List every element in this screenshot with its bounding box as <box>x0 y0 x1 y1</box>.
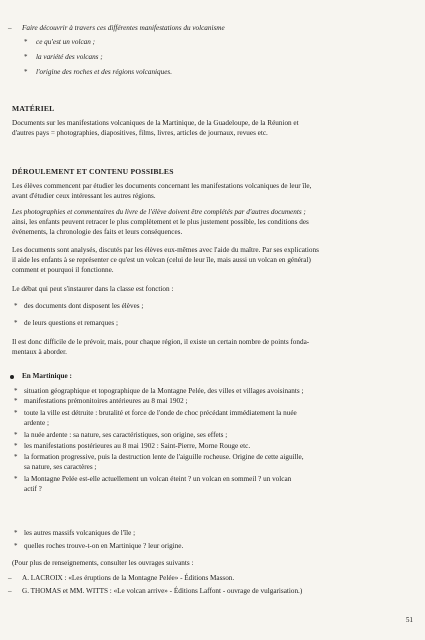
martinique-item: la formation progressive, puis la destruction lente de l'aiguille rocheuse. Origine de cette aiguille, <box>24 453 304 461</box>
martinique-item: la nuée ardente : sa nature, ses caractéristiques, son origine, ses effets ; <box>24 431 228 439</box>
bullet-star: * <box>14 319 18 327</box>
reference-line: G. THOMAS et MM. WITTS : «Le volcan arrive» - Éditions Laffont - ouvrage de vulgarisation.) <box>22 587 303 595</box>
martinique-item: les manifestations postérieures au 8 mai 1902 : Saint-Pierre, Morne Rouge etc. <box>24 442 251 450</box>
materiel-heading: MATÉRIEL <box>12 104 55 113</box>
dash-marker: – <box>8 24 12 32</box>
debate-item: de leurs questions et remarques ; <box>24 319 119 327</box>
bullet-star: * <box>24 68 28 76</box>
paragraph-line: Il est donc difficile de le prévoir, mais, pour chaque région, il existe un certain nombre de points fonda- <box>12 338 310 346</box>
bullet-star: * <box>14 397 18 405</box>
dash-marker: – <box>8 587 12 595</box>
martinique-heading: En Martinique : <box>22 372 72 380</box>
dash-marker: – <box>8 574 12 582</box>
other-item: les autres massifs volcaniques de l'île ; <box>24 529 136 537</box>
deroulement-heading: DÉROULEMENT ET CONTENU POSSIBLES <box>12 167 174 176</box>
paragraph-line: Les documents sont analysés, discutés par les élèves eux-mêmes avec l'aide du maître. Par ses explications <box>12 246 319 254</box>
paragraph-line: comment et pourquoi il fonctionne. <box>12 266 114 274</box>
martinique-item-cont: ardente ; <box>24 419 49 427</box>
bullet-star: * <box>14 302 18 310</box>
bullet-star: * <box>14 431 18 439</box>
paragraph-line: ainsi, les enfants peuvent retracer le plus complètement et le plus justement possible, les conditions des <box>12 218 309 226</box>
paragraph-line-italic: Les photographies et commentaires du livre de l'élève doivent être complétés par d'autres documents ; <box>12 208 306 216</box>
reference-line: A. LACROIX : «Les éruptions de la Montagne Pelée» - Éditions Masson. <box>22 574 235 582</box>
bullet-star: * <box>14 453 18 461</box>
materiel-line: Documents sur les manifestations volcaniques de la Martinique, de la Guadeloupe, de la Réunion et <box>12 119 299 127</box>
intro-lead: Faire découvrir à travers ces différentes manifestations du volcanisme <box>22 24 225 32</box>
intro-bullet: la variété des volcans ; <box>36 53 103 61</box>
martinique-item: toute la ville est détruite : brutalité et force de l'onde de choc précédant immédiatement la nuée <box>24 409 297 417</box>
bullet-star: * <box>14 387 18 395</box>
bullet-dot <box>10 375 14 379</box>
paragraph-line: mentaux à aborder. <box>12 348 67 356</box>
bullet-star: * <box>14 409 18 417</box>
paragraph-line: Les élèves commencent par étudier les documents concernant les manifestations volcaniques de leur île, <box>12 182 312 190</box>
debate-item: des documents dont disposent les élèves ; <box>24 302 144 310</box>
bullet-star: * <box>24 38 28 46</box>
page-number: 51 <box>405 616 413 624</box>
references-intro: (Pour plus de renseignements, consulter les ouvrages suivants : <box>12 559 194 567</box>
paragraph-line: il aide les enfants à se représenter ce qu'est un volcan (celui de leur île, mais aussi un volcan en général) <box>12 256 311 264</box>
bullet-star: * <box>14 475 18 483</box>
martinique-item-cont: sa nature, ses caractères ; <box>24 463 97 471</box>
martinique-item: situation géographique et topographique de la Montagne Pelée, des villes et villages avoisinants ; <box>24 387 304 395</box>
other-item: quelles roches trouve-t-on en Martinique ? leur origine. <box>24 542 184 550</box>
bullet-star: * <box>24 53 28 61</box>
paragraph-line: avant d'étudier ceux intéressant les autres régions. <box>12 192 156 200</box>
martinique-item: manifestations prémonitoires antérieures au 8 mai 1902 ; <box>24 397 188 405</box>
bullet-star: * <box>14 529 18 537</box>
martinique-item: la Montagne Pelée est-elle actuellement un volcan éteint ? un volcan en sommeil ? un volcan <box>24 475 292 483</box>
paragraph-line: Le débat qui peut s'instaurer dans la classe est fonction : <box>12 285 174 293</box>
intro-bullet: l'origine des roches et des régions volcaniques. <box>36 68 173 76</box>
bullet-star: * <box>14 542 18 550</box>
bullet-star: * <box>14 442 18 450</box>
martinique-item-cont: actif ? <box>24 485 42 493</box>
materiel-line: d'autres pays = photographies, diapositives, films, livres, articles de journaux, revues etc. <box>12 129 268 137</box>
intro-bullet: ce qu'est un volcan ; <box>36 38 96 46</box>
paragraph-line: événements, la chronologie des faits et leurs conséquences. <box>12 228 183 236</box>
